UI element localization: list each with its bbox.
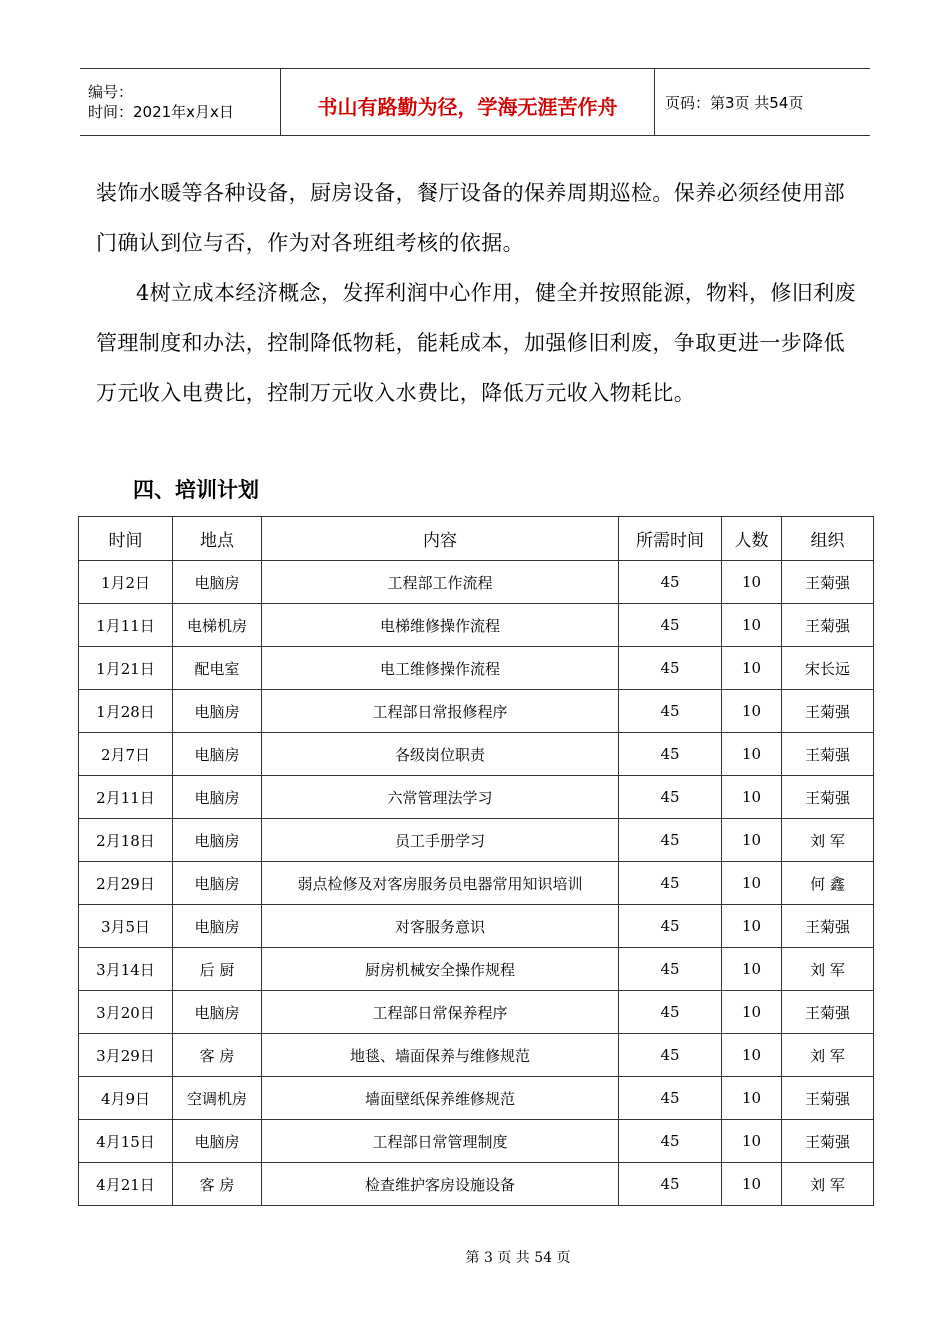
time-label: 时间：2021年x月x日 <box>88 103 234 121</box>
cell-organizer: 王菊强 <box>782 604 874 647</box>
cell-organizer: 刘 军 <box>782 1034 874 1077</box>
cell-duration: 45 <box>619 905 722 948</box>
cell-organizer: 何 鑫 <box>782 862 874 905</box>
cell-place: 电脑房 <box>173 819 262 862</box>
motto: 书山有路勤为径，学海无涯苦作舟 <box>317 94 618 119</box>
cell-place: 电梯机房 <box>173 604 262 647</box>
col-header-time: 时间 <box>79 517 173 561</box>
cell-date: 2月18日 <box>79 819 173 862</box>
header-motto-cell <box>281 69 655 135</box>
table-row <box>79 733 874 776</box>
table-row <box>79 647 874 690</box>
cell-organizer: 王菊强 <box>782 991 874 1034</box>
cell-place: 电脑房 <box>173 1120 262 1163</box>
cell-date: 3月5日 <box>79 905 173 948</box>
cell-date: 4月9日 <box>79 1077 173 1120</box>
cell-organizer: 王菊强 <box>782 905 874 948</box>
cell-duration: 45 <box>619 1163 722 1206</box>
table-header-row <box>79 517 874 561</box>
cell-count: 10 <box>722 991 782 1034</box>
cell-content: 电梯维修操作流程 <box>262 604 619 647</box>
table-row <box>79 1120 874 1163</box>
table-row <box>79 1034 874 1077</box>
cell-place: 电脑房 <box>173 776 262 819</box>
page-label: 页码：第3页 共54页 <box>665 93 804 112</box>
cell-content: 工程部日常报修程序 <box>262 690 619 733</box>
cell-organizer: 王菊强 <box>782 1077 874 1120</box>
cell-place: 空调机房 <box>173 1077 262 1120</box>
header-left-cell <box>80 69 281 135</box>
cell-organizer: 王菊强 <box>782 1120 874 1163</box>
cell-count: 10 <box>722 1120 782 1163</box>
cell-place: 电脑房 <box>173 561 262 604</box>
table-row <box>79 948 874 991</box>
cell-place: 客 房 <box>173 1163 262 1206</box>
table-row <box>79 1163 874 1206</box>
cell-place: 配电室 <box>173 647 262 690</box>
cell-count: 10 <box>722 948 782 991</box>
page-footer: 第 3 页 共 54 页 <box>465 1250 571 1266</box>
cell-count: 10 <box>722 1163 782 1206</box>
col-header-count: 人数 <box>722 517 782 561</box>
cell-date: 2月7日 <box>79 733 173 776</box>
col-header-place: 地点 <box>173 517 262 561</box>
cell-organizer: 王菊强 <box>782 776 874 819</box>
cell-content: 对客服务意识 <box>262 905 619 948</box>
cell-date: 1月11日 <box>79 604 173 647</box>
section-heading: 四、培训计划 <box>133 478 259 502</box>
cell-content: 工程部工作流程 <box>262 561 619 604</box>
table-row <box>79 991 874 1034</box>
cell-content: 六常管理法学习 <box>262 776 619 819</box>
paragraph-1: 装饰水暖等各种设备，厨房设备，餐厅设备的保养周期巡检。保养必须经使用部门确认到位与否，作为对各班组考核的依据。 <box>96 181 845 255</box>
cell-content: 电工维修操作流程 <box>262 647 619 690</box>
cell-content: 工程部日常管理制度 <box>262 1120 619 1163</box>
cell-organizer: 刘 军 <box>782 1163 874 1206</box>
cell-duration: 45 <box>619 862 722 905</box>
cell-duration: 45 <box>619 561 722 604</box>
header-page-cell <box>655 69 870 135</box>
cell-content: 地毯、墙面保养与维修规范 <box>262 1034 619 1077</box>
cell-duration: 45 <box>619 1077 722 1120</box>
cell-count: 10 <box>722 1077 782 1120</box>
cell-date: 2月29日 <box>79 862 173 905</box>
cell-date: 1月21日 <box>79 647 173 690</box>
cell-date: 2月11日 <box>79 776 173 819</box>
cell-count: 10 <box>722 604 782 647</box>
training-plan-table <box>78 516 874 1206</box>
cell-count: 10 <box>722 776 782 819</box>
cell-count: 10 <box>722 1034 782 1077</box>
cell-place: 客 房 <box>173 1034 262 1077</box>
page-header <box>80 68 870 136</box>
cell-date: 4月15日 <box>79 1120 173 1163</box>
cell-place: 电脑房 <box>173 991 262 1034</box>
cell-date: 3月14日 <box>79 948 173 991</box>
table-row <box>79 561 874 604</box>
cell-content: 工程部日常保养程序 <box>262 991 619 1034</box>
table-row <box>79 776 874 819</box>
cell-organizer: 刘 军 <box>782 948 874 991</box>
cell-organizer: 王菊强 <box>782 561 874 604</box>
cell-place: 电脑房 <box>173 905 262 948</box>
cell-organizer: 刘 军 <box>782 819 874 862</box>
table-row <box>79 604 874 647</box>
col-header-duration: 所需时间 <box>619 517 722 561</box>
cell-duration: 45 <box>619 1034 722 1077</box>
cell-place: 电脑房 <box>173 733 262 776</box>
cell-content: 厨房机械安全操作规程 <box>262 948 619 991</box>
cell-date: 4月21日 <box>79 1163 173 1206</box>
cell-duration: 45 <box>619 647 722 690</box>
cell-duration: 45 <box>619 1120 722 1163</box>
col-header-organizer: 组织 <box>782 517 874 561</box>
cell-date: 3月29日 <box>79 1034 173 1077</box>
cell-count: 10 <box>722 561 782 604</box>
cell-content: 墙面壁纸保养维修规范 <box>262 1077 619 1120</box>
cell-duration: 45 <box>619 690 722 733</box>
cell-date: 1月28日 <box>79 690 173 733</box>
cell-count: 10 <box>722 647 782 690</box>
table-row <box>79 819 874 862</box>
cell-content: 各级岗位职责 <box>262 733 619 776</box>
cell-count: 10 <box>722 862 782 905</box>
cell-count: 10 <box>722 733 782 776</box>
cell-count: 10 <box>722 690 782 733</box>
cell-place: 电脑房 <box>173 690 262 733</box>
cell-duration: 45 <box>619 604 722 647</box>
table-row <box>79 862 874 905</box>
table-row <box>79 905 874 948</box>
cell-content: 检查维护客房设施设备 <box>262 1163 619 1206</box>
cell-duration: 45 <box>619 733 722 776</box>
cell-duration: 45 <box>619 819 722 862</box>
cell-content: 弱点检修及对客房服务员电器常用知识培训 <box>262 862 619 905</box>
table-row <box>79 1077 874 1120</box>
table-row <box>79 690 874 733</box>
cell-place: 电脑房 <box>173 862 262 905</box>
cell-duration: 45 <box>619 776 722 819</box>
number-label: 编号： <box>88 83 134 101</box>
cell-organizer: 王菊强 <box>782 733 874 776</box>
cell-date: 1月2日 <box>79 561 173 604</box>
cell-organizer: 王菊强 <box>782 690 874 733</box>
cell-organizer: 宋长远 <box>782 647 874 690</box>
col-header-content: 内容 <box>262 517 619 561</box>
table-body <box>79 561 874 1206</box>
cell-place: 后 厨 <box>173 948 262 991</box>
cell-count: 10 <box>722 905 782 948</box>
cell-date: 3月20日 <box>79 991 173 1034</box>
cell-duration: 45 <box>619 948 722 991</box>
cell-duration: 45 <box>619 991 722 1034</box>
cell-count: 10 <box>722 819 782 862</box>
paragraph-2: 4树立成本经济概念，发挥利润中心作用，健全并按照能源，物料，修旧利废管理制度和办法，控制降低物耗，能耗成本，加强修旧利废，争取更进一步降低万元收入电费比，控制万元收入水费比，降低万元收入物耗比。 <box>96 281 856 405</box>
cell-content: 员工手册学习 <box>262 819 619 862</box>
